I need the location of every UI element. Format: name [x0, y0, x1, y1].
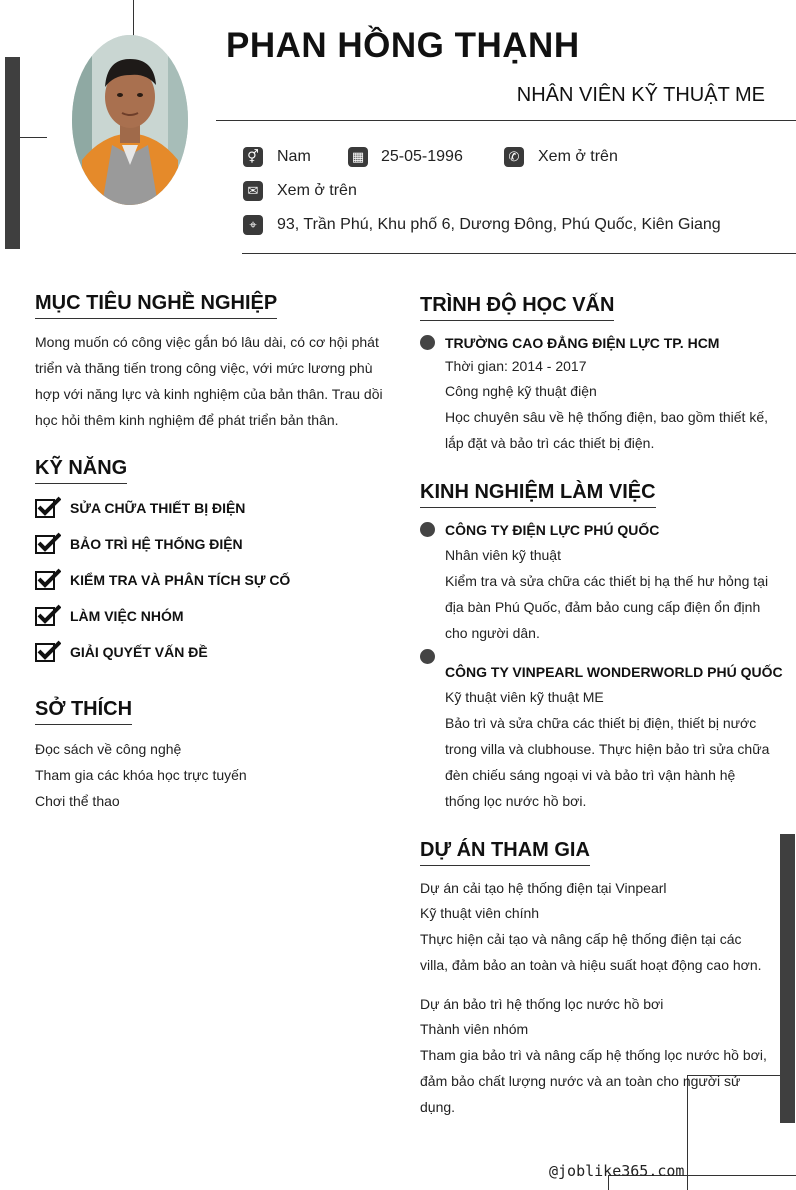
watermark: @joblike365.com [549, 1162, 685, 1180]
education-title: TRÌNH ĐỘ HỌC VẤN [420, 294, 614, 321]
project-desc: dụng. [420, 1099, 456, 1115]
objective-line: học hỏi thêm kinh nghiệm để phát triển bản thân. [35, 412, 339, 428]
header-divider [216, 120, 796, 121]
company-name: CÔNG TY VINPEARL WONDERWORLD PHÚ QUỐC [445, 664, 783, 680]
project-role: Kỹ thuật viên chính [420, 905, 540, 921]
bottom-deco-vline [687, 1075, 688, 1190]
checkbox-icon [35, 604, 61, 626]
email-value: Xem ở trên [277, 182, 357, 199]
objective-line: triển và thăng tiến trong công việc, với mức lương phù [35, 360, 373, 376]
job-desc: Bảo trì và sửa chữa các thiết bị điện, thiết bị nước [445, 715, 757, 731]
job-role: Kỹ thuật viên kỹ thuật ME [445, 689, 604, 705]
birthday-value: 25-05-1996 [381, 148, 463, 165]
left-deco-line [20, 137, 47, 138]
job-title: NHÂN VIÊN KỸ THUẬT ME [516, 84, 765, 106]
job-desc: cho người dân. [445, 625, 540, 641]
hobby-item: Chơi thể thao [35, 793, 120, 809]
objective-line: Mong muốn có công việc gắn bó lâu dài, có cơ hội phát [35, 334, 379, 350]
candidate-name: PHAN HỒNG THẠNH [226, 26, 580, 65]
skill-item: BẢO TRÌ HỆ THỐNG ĐIỆN [70, 536, 243, 552]
education-desc: lắp đặt và bảo trì các thiết bị điện. [445, 435, 655, 451]
objective-line: hợp với năng lực và kinh nghiệm của bản thân. Trau dồi [35, 386, 383, 402]
gender-icon: ⚥ [243, 147, 263, 167]
education-time: Thời gian: 2014 - 2017 [445, 358, 587, 374]
project-desc: đảm bảo chất lượng nước và an toàn cho người sử [420, 1073, 741, 1089]
checkbox-icon [35, 496, 61, 518]
project-desc: Thực hiện cải tạo và nâng cấp hệ thống điện tại các [420, 931, 742, 947]
avatar [72, 35, 188, 205]
project-desc: villa, đảm bảo an toàn và hiệu suất hoạt động cao hơn. [420, 957, 762, 973]
checkbox-icon [35, 640, 61, 662]
company-name: CÔNG TY ĐIỆN LỰC PHÚ QUỐC [445, 522, 660, 538]
skills-title: KỸ NĂNG [35, 457, 127, 484]
bullet-dot [420, 649, 435, 664]
objective-title: MỤC TIÊU NGHỀ NGHIỆP [35, 292, 277, 319]
bullet-dot [420, 335, 435, 350]
calendar-icon: ▦ [348, 147, 368, 167]
phone-icon: ✆ [504, 147, 524, 167]
hobby-item: Tham gia các khóa học trực tuyến [35, 767, 247, 783]
project-name: Dự án bảo trì hệ thống lọc nước hồ bơi [420, 996, 664, 1012]
project-desc: Tham gia bảo trì và nâng cấp hệ thống lọc nước hồ bơi, [420, 1047, 767, 1063]
skill-item: SỬA CHỮA THIẾT BỊ ĐIỆN [70, 500, 246, 516]
job-desc: Kiểm tra và sửa chữa các thiết bị hạ thế hư hỏng tại [445, 573, 769, 589]
project-role: Thành viên nhóm [420, 1021, 529, 1037]
checkbox-icon [35, 568, 61, 590]
checkbox-icon [35, 532, 61, 554]
job-desc: địa bàn Phú Quốc, đảm bảo cung cấp điện ổn định [445, 599, 761, 615]
phone-value: Xem ở trên [538, 148, 618, 165]
projects-title: DỰ ÁN THAM GIA [420, 839, 590, 866]
info-divider [242, 253, 796, 254]
right-accent-bar [780, 834, 795, 1123]
school-name: TRƯỜNG CAO ĐẲNG ĐIỆN LỰC TP. HCM [445, 335, 720, 351]
job-desc: thống lọc nước hồ bơi. [445, 793, 587, 809]
gender-value: Nam [277, 148, 311, 165]
left-accent-bar [5, 57, 20, 249]
top-deco-line [133, 0, 134, 36]
job-role: Nhân viên kỹ thuật [445, 547, 561, 563]
education-major: Công nghệ kỹ thuật điện [445, 383, 597, 399]
experience-title: KINH NGHIỆM LÀM VIỆC [420, 481, 656, 508]
job-desc: đèn chiếu sáng ngoại vi và bảo trì vận hành hệ [445, 767, 736, 783]
address-value: 93, Trần Phú, Khu phố 6, Dương Đông, Phú Quốc, Kiên Giang [277, 216, 721, 233]
hobbies-title: SỞ THÍCH [35, 698, 132, 725]
location-icon: ⌖ [243, 215, 263, 235]
email-icon: ✉ [243, 181, 263, 201]
skill-item: GIẢI QUYẾT VẤN ĐỀ [70, 644, 208, 660]
skill-item: KIỂM TRA VÀ PHÂN TÍCH SỰ CỐ [70, 572, 291, 588]
job-desc: trong villa và clubhouse. Thực hiện bảo trì sửa chữa [445, 741, 770, 757]
hobby-item: Đọc sách về công nghệ [35, 741, 182, 757]
bullet-dot [420, 522, 435, 537]
skill-item: LÀM VIỆC NHÓM [70, 608, 184, 624]
education-desc: Học chuyên sâu về hệ thống điện, bao gồm thiết kế, [445, 409, 768, 425]
project-name: Dự án cải tạo hệ thống điện tại Vinpearl [420, 880, 667, 896]
